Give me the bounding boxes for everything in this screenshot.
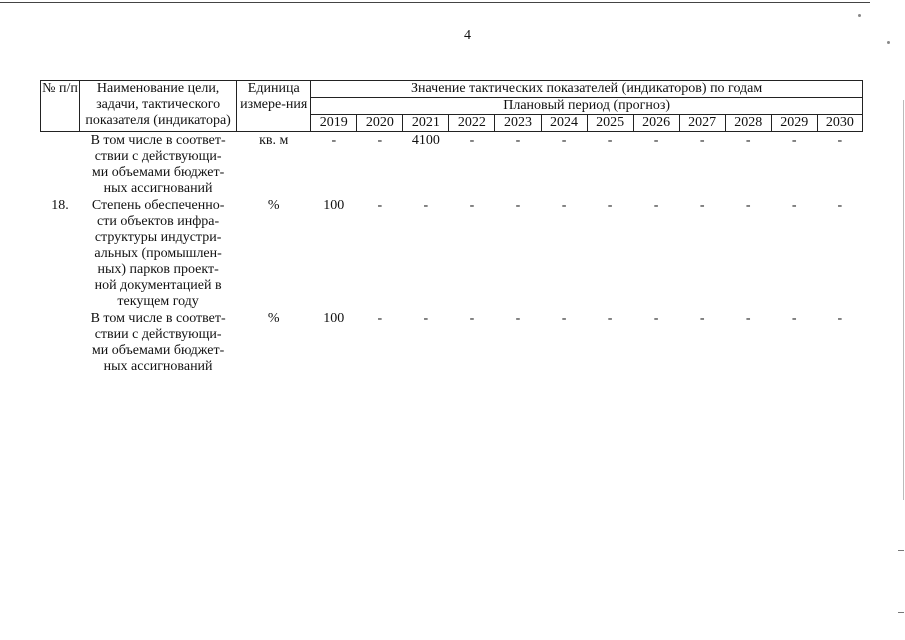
row-num [41, 132, 80, 198]
row-value: - [791, 198, 797, 213]
row-value: - [699, 133, 705, 148]
table-row [41, 310, 863, 375]
row-value: - [377, 133, 383, 148]
row-value: - [699, 198, 705, 213]
row-name-line: текущем году [117, 294, 199, 309]
row-name-line: В том числе в соответ- [90, 311, 226, 326]
row-name-line: ми объемами бюджет- [91, 343, 225, 358]
header-year: 2024 [541, 115, 587, 132]
row-value: - [653, 198, 659, 213]
row-value: - [791, 133, 797, 148]
row-name-line: ных) парков проект- [97, 262, 219, 277]
row-name-line: альных (промышлен- [94, 246, 222, 261]
row-value: - [837, 133, 843, 148]
header-year: 2020 [357, 115, 403, 132]
row-value: - [653, 133, 659, 148]
row-value: - [837, 198, 843, 213]
header-year: 2028 [725, 115, 771, 132]
row-value: - [515, 311, 521, 326]
row-value: 100 [323, 311, 345, 326]
row-unit: % [267, 198, 280, 213]
row-value: - [745, 198, 751, 213]
header-year: 2019 [311, 115, 357, 132]
header-year: 2026 [633, 115, 679, 132]
scan-speck [858, 14, 861, 17]
header-year: 2022 [449, 115, 495, 132]
row-name-line: ми объемами бюджет- [91, 165, 225, 180]
row-value: - [377, 198, 383, 213]
header-values-title: Значение тактических показателей (индикаторов) по годам [311, 81, 863, 98]
row-name [80, 310, 237, 375]
header-year: 2030 [817, 115, 862, 132]
row-value: - [423, 198, 429, 213]
row-value: - [699, 311, 705, 326]
row-name-line: ной документацией в [94, 278, 222, 293]
row-name-line: ных ассигнований [103, 359, 213, 374]
table-header [41, 81, 863, 132]
scan-edge-dash [898, 612, 904, 613]
row-value: - [469, 133, 475, 148]
row-value: - [423, 311, 429, 326]
row-value: - [515, 198, 521, 213]
scan-edge-dash [898, 550, 904, 551]
row-value: - [607, 198, 613, 213]
row-num [41, 310, 80, 375]
table-row [41, 132, 863, 198]
scan-speck [887, 41, 890, 44]
header-year: 2027 [679, 115, 725, 132]
header-unit: Единица измере-ния [237, 81, 311, 132]
row-name [80, 197, 237, 310]
row-value: - [515, 133, 521, 148]
row-value: - [837, 311, 843, 326]
indicators-table [40, 80, 863, 375]
row-value: - [561, 133, 567, 148]
row-value: - [607, 133, 613, 148]
row-name [80, 132, 237, 198]
row-name-line: ных ассигнований [103, 181, 213, 196]
row-value: - [377, 311, 383, 326]
row-unit: кв. м [259, 133, 289, 148]
row-name-line: ствии с действующи- [94, 149, 222, 164]
row-unit: % [267, 311, 280, 326]
row-value: - [745, 311, 751, 326]
table-row [41, 197, 863, 310]
header-period-title: Плановый период (прогноз) [311, 98, 863, 115]
page-number: 4 [464, 28, 471, 43]
row-value: 4100 [411, 133, 440, 148]
header-name: Наименование цели, задачи, тактического показателя (индикатора) [80, 81, 237, 132]
scan-edge-line [903, 100, 904, 500]
row-name-line: В том числе в соответ- [90, 133, 226, 148]
top-rule [0, 2, 870, 3]
table-body [41, 132, 863, 376]
header-num: № п/п [41, 81, 80, 132]
row-value: - [791, 311, 797, 326]
row-value: - [561, 198, 567, 213]
header-year: 2025 [587, 115, 633, 132]
row-value: - [745, 133, 751, 148]
header-year: 2023 [495, 115, 541, 132]
row-num: 18. [51, 198, 69, 213]
row-value: - [331, 133, 337, 148]
row-name-line: структуры индустри- [94, 230, 222, 245]
row-value: - [469, 311, 475, 326]
row-name-line: ствии с действующи- [94, 327, 222, 342]
row-value: 100 [323, 198, 345, 213]
row-value: - [469, 198, 475, 213]
header-year: 2029 [771, 115, 817, 132]
row-name-line: сти объектов инфра- [97, 214, 220, 229]
row-value: - [653, 311, 659, 326]
header-year: 2021 [403, 115, 449, 132]
row-name-line: Степень обеспеченно- [91, 198, 225, 213]
row-value: - [607, 311, 613, 326]
row-value: - [561, 311, 567, 326]
